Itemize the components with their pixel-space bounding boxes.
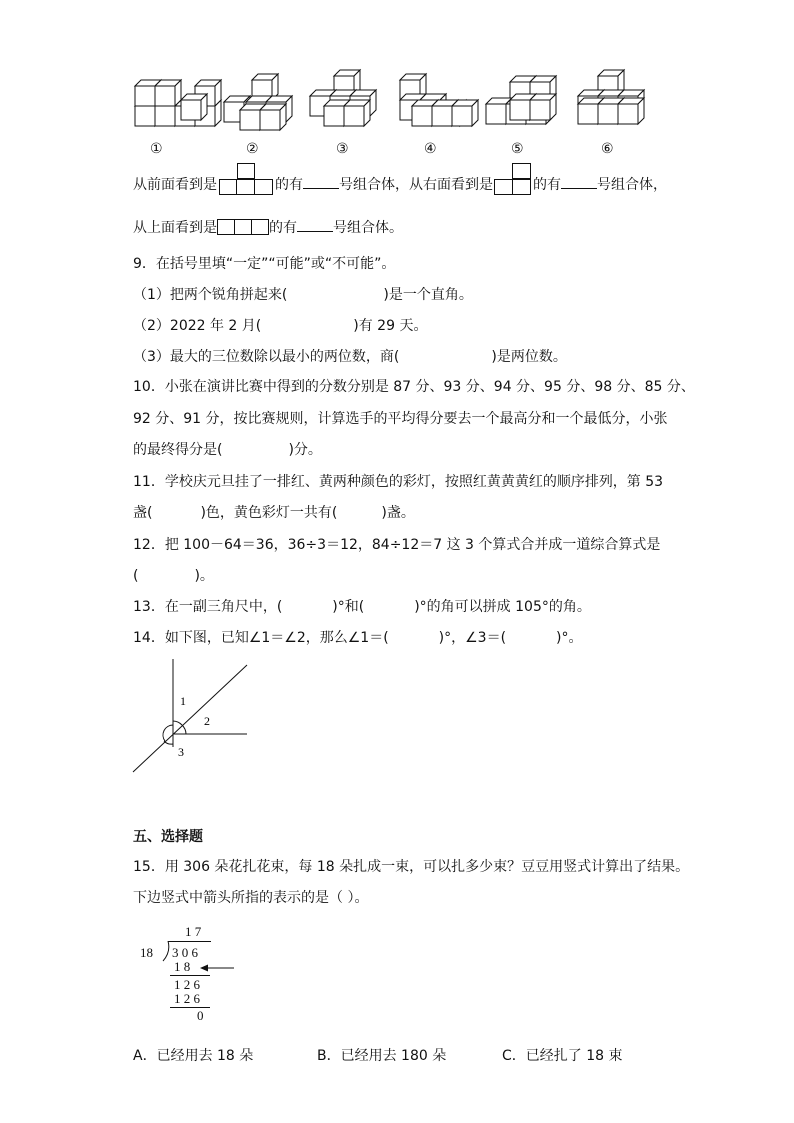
option-c[interactable]: C．已经扎了 18 束: [502, 1048, 623, 1064]
figure-1: [135, 80, 221, 126]
answer-blank-right[interactable]: [561, 174, 597, 189]
answer-blank-front[interactable]: [303, 174, 339, 189]
answer-blank-top[interactable]: [297, 217, 333, 232]
option-a[interactable]: A．已经用去 18 朵: [133, 1048, 254, 1064]
figure-label-6: ⑥: [601, 141, 614, 157]
divisor: 18: [140, 945, 153, 960]
figure-label-4: ④: [424, 141, 437, 157]
q9-part-1: （1）把两个锐角拼起来( )是一个直角。: [133, 287, 473, 303]
option-b[interactable]: B．已经用去 180 朵: [317, 1048, 447, 1064]
figure-label-2: ②: [246, 141, 259, 157]
step-3: 1 2 6: [174, 991, 200, 1006]
front-view-shape: [217, 175, 275, 195]
section-title: 五、选择题: [133, 829, 203, 845]
angle-label-1: 1: [180, 694, 186, 708]
q10-line-3: 的最终得分是( )分。: [133, 442, 322, 458]
q11-line-1: 11．学校庆元旦挂了一排红、黄两种颜色的彩灯，按照红黄黄黄红的顺序排列，第 53: [133, 474, 664, 490]
step-1: 1 8: [174, 959, 191, 974]
figure-3: [310, 70, 376, 126]
q13-line: 13．在一副三角尺中，( )°和( )°的角可以拼成 105°的角。: [133, 599, 591, 615]
figure-2: [224, 74, 292, 130]
q8-line-1: 从前面看到是 的有 号组合体，从右面看到是 的有 号组合体，: [133, 174, 667, 195]
quotient: 1 7: [185, 924, 202, 939]
q9-part-3: （3）最大的三位数除以最小的两位数，商( )是两位数。: [133, 349, 567, 365]
top-view-shape: [217, 219, 269, 237]
figure-5: [486, 76, 556, 124]
right-view-shape: [493, 175, 533, 195]
q9-title: 9．在括号里填“一定”“可能”或“不可能”。: [133, 256, 396, 272]
figure-6: [578, 70, 644, 124]
q10-line-1: 10．小张在演讲比赛中得到的分数分别是 87 分、93 分、94 分、95 分、98 分、85 分、: [133, 379, 695, 395]
figure-label-5: ⑤: [511, 141, 524, 157]
q11-line-2: 盏( )色，黄色彩灯一共有( )盏。: [133, 505, 415, 521]
figure-4: [400, 74, 478, 126]
remainder: 0: [197, 1008, 204, 1023]
figure-label-3: ③: [336, 141, 349, 157]
angle-label-3: 3: [178, 745, 184, 759]
q12-line-1: 12．把 100－64＝36，36÷3＝12，84÷12＝7 这 3 个算式合并成一道综合算式是: [133, 537, 661, 553]
cube-figures-drawing: [0, 0, 794, 170]
step-2: 1 2 6: [174, 977, 200, 992]
q9-part-2: （2）2022 年 2 月( )有 29 天。: [133, 318, 428, 334]
arrow-left-icon: [200, 963, 236, 973]
division-bracket: [162, 941, 170, 963]
angle-label-2: 2: [204, 714, 210, 728]
q10-line-2: 92 分、91 分，按比赛规则，计算选手的平均得分要去一个最高分和一个最低分，小张: [133, 411, 668, 427]
q15-line-2: 下边竖式中箭头所指的表示的是（ ）。: [133, 890, 369, 906]
long-division: [140, 922, 250, 1022]
dividend: 3 0 6: [172, 945, 198, 960]
cube-figures-row: [0, 0, 794, 170]
figure-label-1: ①: [150, 141, 163, 157]
q12-line-2: ( )。: [133, 568, 214, 584]
q8-line-2: 从上面看到是 的有 号组合体。: [133, 217, 403, 238]
angle-figure: [130, 655, 260, 775]
q14-line: 14．如下图，已知∠1＝∠2，那么∠1＝( )°，∠3＝( )°。: [133, 630, 583, 646]
q15-line-1: 15．用 306 朵花扎花束，每 18 朵扎成一束，可以扎多少束？豆豆用竖式计算出了结果。: [133, 859, 690, 875]
division-bar: [168, 941, 211, 942]
